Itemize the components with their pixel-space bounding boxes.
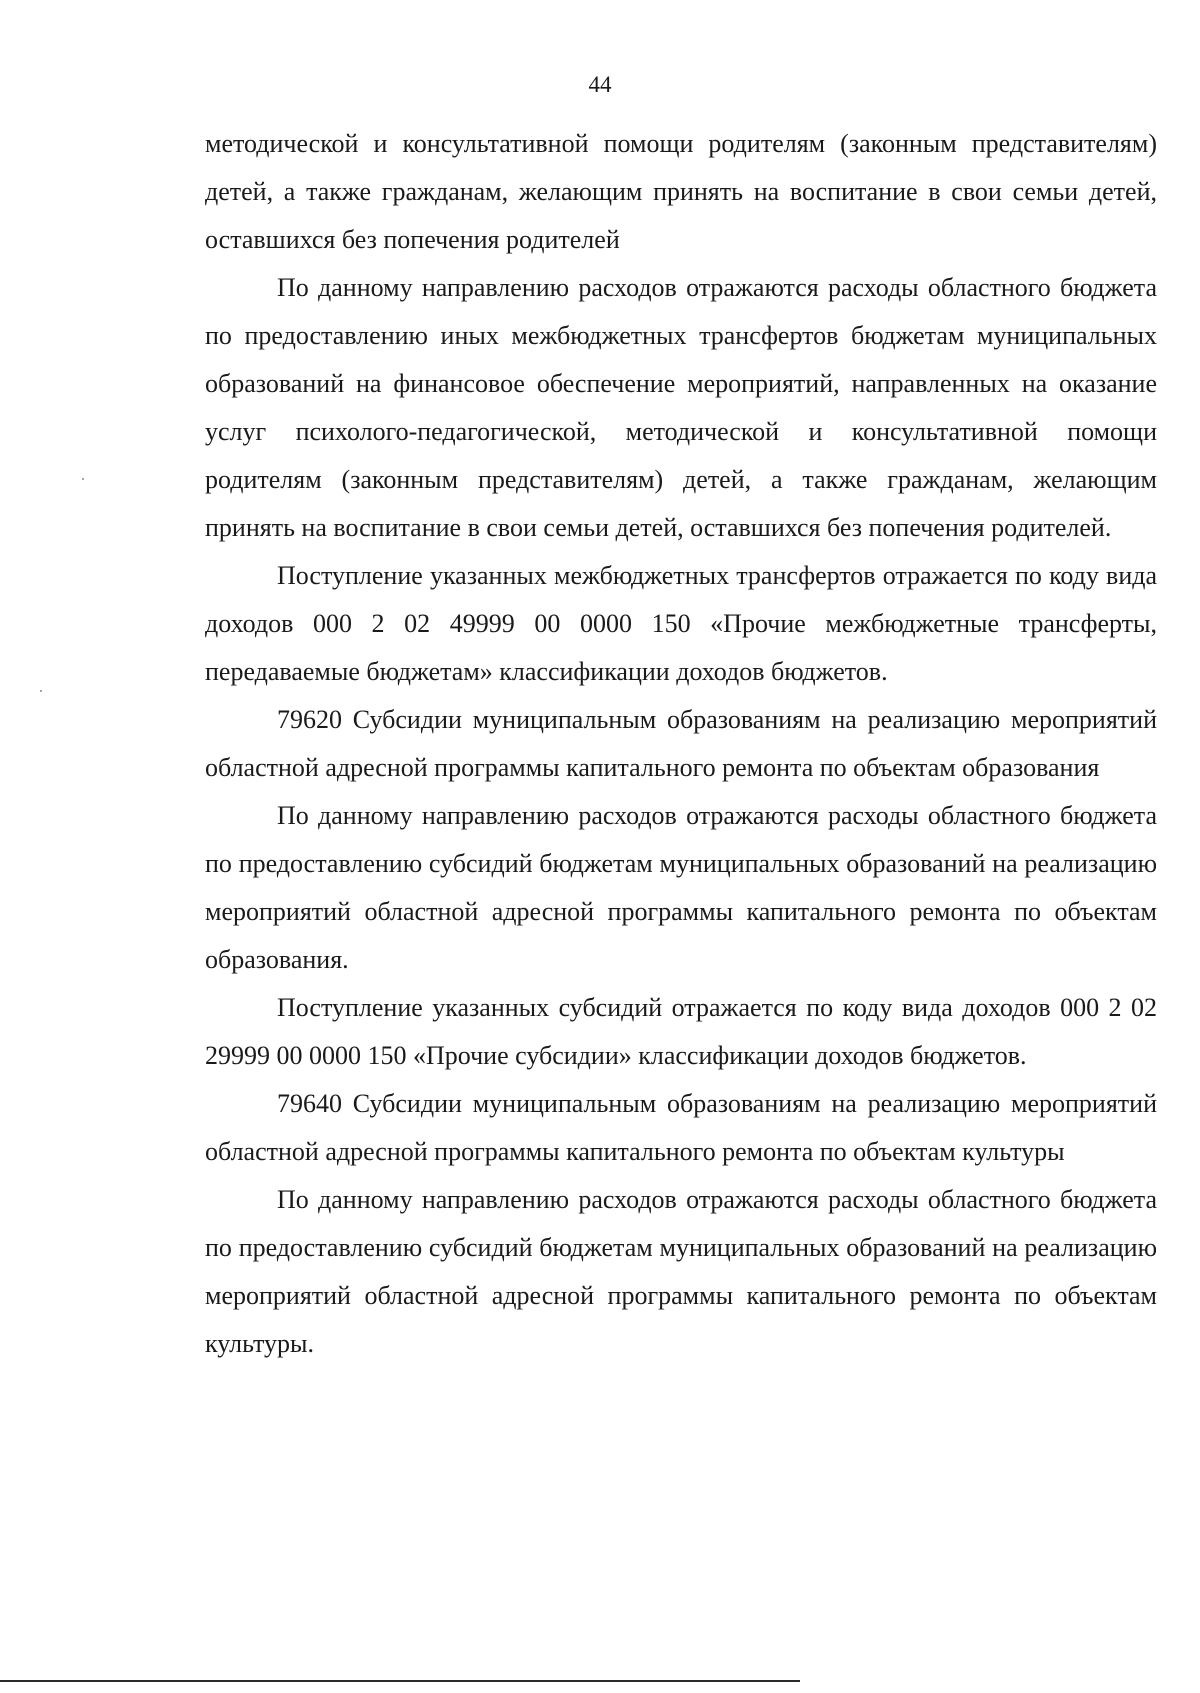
paragraph-revenue-code: Поступление указанных межбюджетных трансфертов отражается по коду вида доходов 000 2 02 49999 00 0000 150 «Прочие межбюджетные трансферты, передаваемые бюджетам» классификации доходов бюджетов. [205,561,1157,686]
document-body [205,120,1157,1368]
scan-speck [82,478,84,480]
paragraph-expenses-description: По данному направлению расходов отражаются расходы областного бюджета по предоставлению субсидий бюджетам муниципальных образований на реализацию мероприятий областной адресной программы капитального ремонта по объектам образования. [205,801,1157,974]
section-heading-79620: 79620 Субсидии муниципальным образованиям на реализацию мероприятий областной адресной программы капитального ремонта по объектам образования [205,705,1157,782]
paragraph-expenses-description: По данному направлению расходов отражаются расходы областного бюджета по предоставлению иных межбюджетных трансфертов бюджетам муниципальных образований на финансовое обеспечение мероприятий, направленных на оказание услуг психолого-педагогической, методической и консультативной помощи родителям (законным представителям) детей, а также гражданам, желающим принять на воспитание в свои семьи детей, оставшихся без попечения родителей. [205,273,1157,542]
paragraph-expenses-description: По данному направлению расходов отражаются расходы областного бюджета по предоставлению субсидий бюджетам муниципальных образований на реализацию мероприятий областной адресной программы капитального ремонта по объектам культуры. [205,1185,1157,1358]
page-number: 44 [588,72,612,97]
paragraph-intro-continuation: методической и консультативной помощи родителям (законным представителям) детей, а также гражданам, желающим принять на воспитание в свои семьи детей, оставшихся без попечения родителей [205,129,1157,254]
section-heading-79640: 79640 Субсидии муниципальным образованиям на реализацию мероприятий областной адресной программы капитального ремонта по объектам культуры [205,1089,1157,1166]
paragraph-revenue-code: Поступление указанных субсидий отражается по коду вида доходов 000 2 02 29999 00 0000 150 «Прочие субсидии» классификации доходов бюджетов. [205,993,1157,1070]
bottom-rule [0,1680,800,1682]
scan-speck [40,690,42,692]
